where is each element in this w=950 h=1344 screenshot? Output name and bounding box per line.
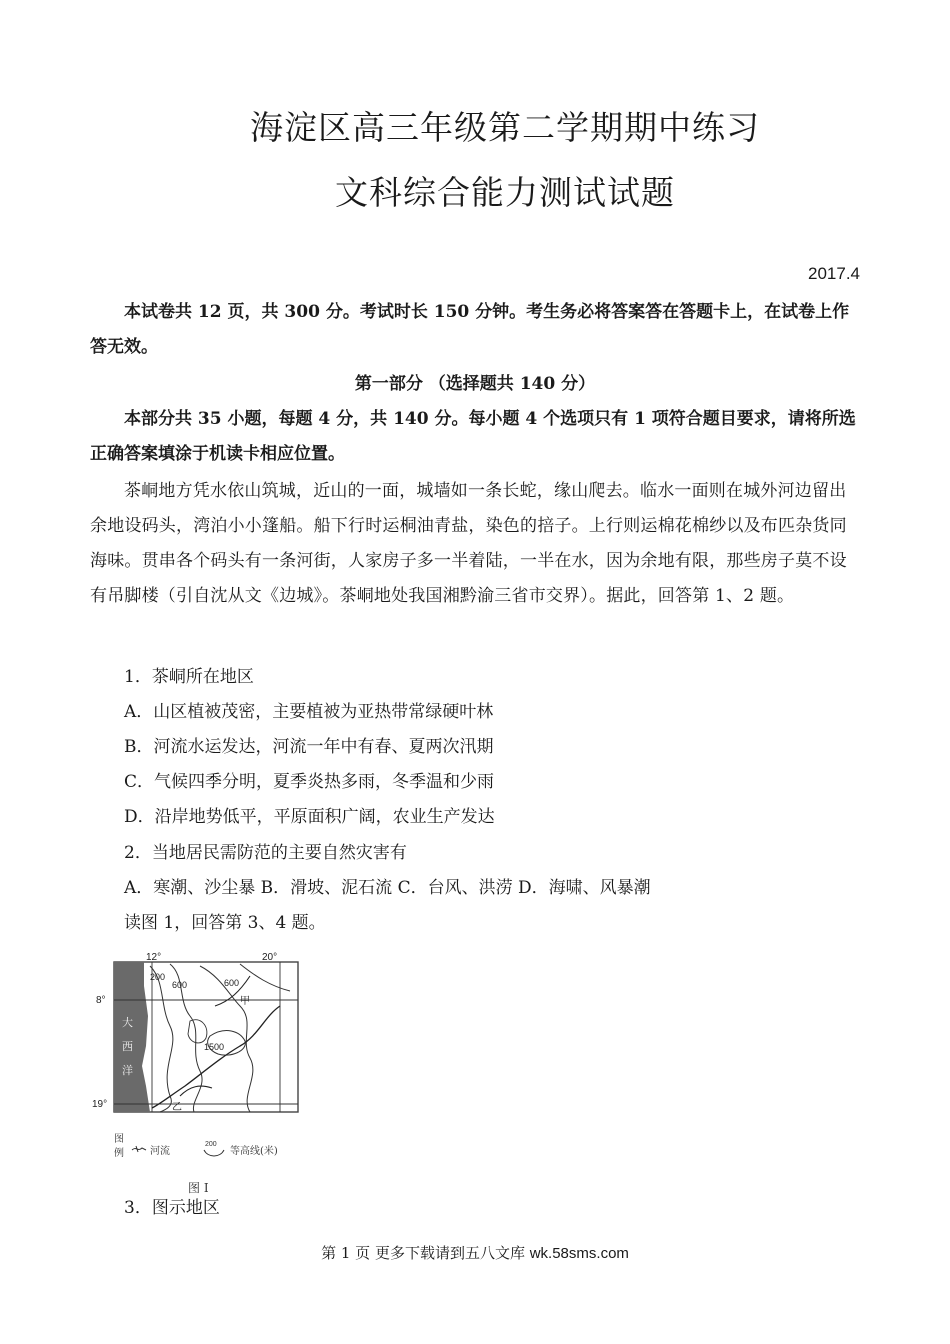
atlantic-ocean-area (114, 962, 150, 1112)
contour-label: 200 (150, 972, 166, 982)
section-instructions: 本部分共 35 小题，每题 4 分，共 140 分。每小题 4 个选项只有 1 项符合题目要求，请将所选正确答案填涂于机读卡相应位置。 (90, 409, 856, 464)
footer-site-link[interactable]: wk.58sms.com (529, 1245, 629, 1262)
question-1-option-b: B．河流水运发达，河流一年中有春、夏两次汛期 (124, 737, 494, 757)
figure-1-map (90, 946, 322, 1198)
legend-river-label: 河流 (150, 1146, 170, 1157)
contour-line (188, 1020, 207, 1043)
legend-title-char: 图 (114, 1134, 124, 1145)
question-2-stem: 2．当地居民需防范的主要自然灾害有 (124, 843, 407, 863)
river-legend-symbol (132, 1146, 146, 1152)
exam-date: 2017.4 (808, 264, 860, 283)
ocean-label-char: 西 (122, 1040, 133, 1053)
question-3-stem: 3．图示地区 (124, 1198, 220, 1218)
lon-label-12: 12° (146, 952, 162, 963)
ocean-label-char: 大 (122, 1016, 133, 1029)
figure-caption: 图 I (188, 1181, 209, 1195)
footer-page-text: 第 1 页 更多下载请到五八文库 (321, 1244, 530, 1262)
legend-contour-label: 等高线(米) (230, 1146, 278, 1157)
river (180, 1086, 212, 1096)
place-label-yi: 乙 (172, 1102, 182, 1113)
question-1-option-c: C．气候四季分明，夏季炎热多雨，冬季温和少雨 (124, 772, 495, 792)
contour-label: 600 (224, 978, 240, 988)
lat-label-19: 19° (92, 1099, 108, 1110)
contour-legend-symbol (204, 1150, 224, 1156)
place-label-jia: 甲 (240, 996, 250, 1007)
river (152, 1006, 280, 1108)
ocean-label-char: 洋 (122, 1064, 133, 1077)
legend-title-char: 例 (114, 1148, 124, 1159)
page-footer (0, 1242, 950, 1263)
contour-line (150, 966, 173, 1112)
lat-label-8: 8° (96, 995, 106, 1006)
contour-line (240, 964, 290, 991)
section-heading: 第一部分 （选择题共 140 分） (354, 374, 596, 394)
exam-instructions: 本试卷共 12 页，共 300 分。考试时长 150 分钟。考生务必将答案答在答题卡上，在试卷上作答无效。 (90, 302, 850, 357)
question-1-option-d: D．沿岸地势低平，平原面积广阔，农业生产发达 (124, 807, 495, 827)
contour-label: 1500 (204, 1042, 225, 1052)
contour-label: 600 (172, 980, 188, 990)
legend-contour-sample: 200 (205, 1141, 217, 1148)
reading-passage: 茶峒地方凭水依山筑城，近山的一面，城墙如一条长蛇，缘山爬去。临水一面则在城外河边留出余地设码头，湾泊小小篷船。船下行时运桐油青盐，染色的掊子。上行则运棉花棉纱以及布匹杂货同海味。贯串各个码头有一条河街，人家房子多一半着陆，一半在水，因为余地有限，那些房子莫不设有吊脚楼（引自沈从文《边城》。茶峒地处我国湘黔渝三省市交界）。据此，回答第 1、2 题。 (90, 481, 847, 606)
map-reading-instruction: 读图 1，回答第 3、4 题。 (124, 913, 326, 933)
question-1-stem: 1．茶峒所在地区 (124, 667, 254, 687)
exam-subtitle: 文科综合能力测试试题 (335, 173, 675, 212)
lon-label-20: 20° (262, 952, 278, 963)
question-2-options: A．寒潮、沙尘暴 B．滑坡、泥石流 C．台风、洪涝 D．海啸、风暴潮 (124, 878, 651, 898)
question-1-option-a: A．山区植被茂密，主要植被为亚热带常绿硬叶林 (124, 702, 494, 722)
exam-title: 海淀区高三年级第二学期期中练习 (250, 108, 760, 147)
